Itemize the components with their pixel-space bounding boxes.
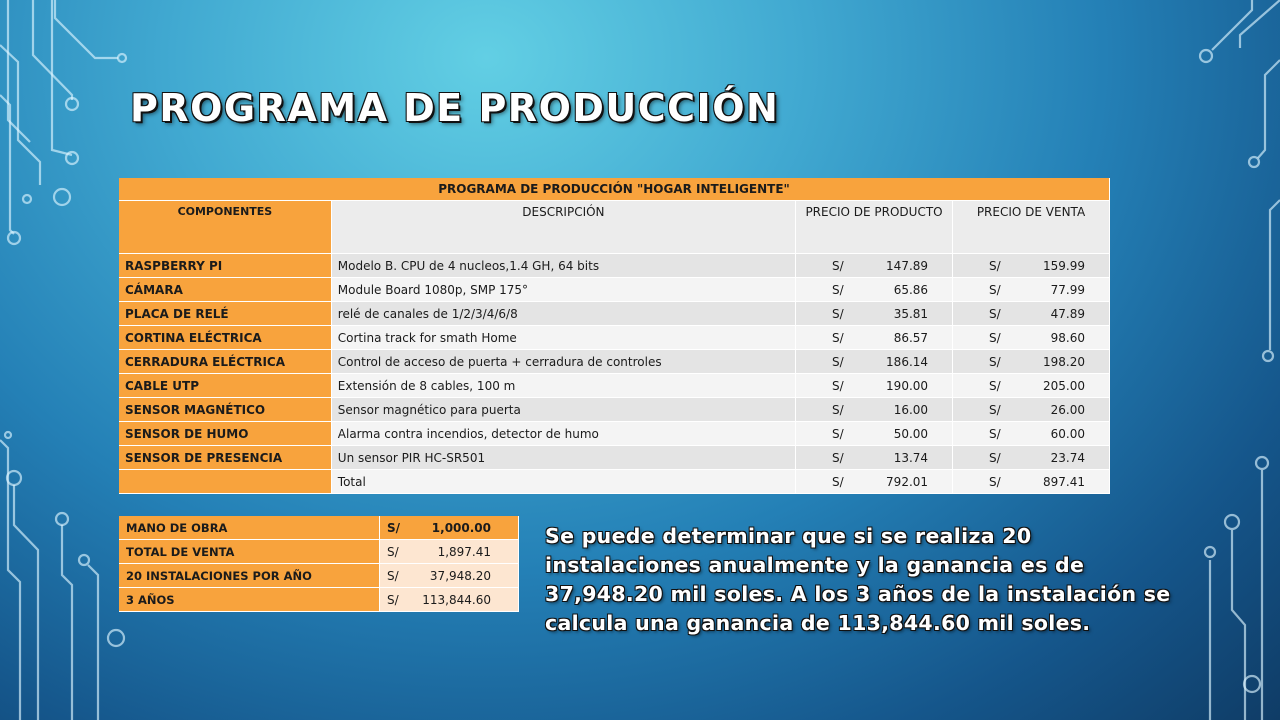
component-name: RASPBERRY PI	[119, 254, 331, 278]
conclusion-text: Se puede determinar que si se realiza 20 instalaciones anualmente y la ganancia es de 37,948.20 mil soles. A los 3 años de la instalación se calcula una ganancia de 113,844.60 mil soles.	[545, 524, 1171, 635]
component-description: Alarma contra incendios, detector de humo	[331, 422, 795, 446]
product-price: 147.89	[886, 258, 929, 273]
currency-symbol: S/	[989, 258, 1001, 273]
table-row	[119, 422, 1110, 446]
component-name: CABLE UTP	[119, 374, 331, 398]
product-price: 50.00	[893, 426, 929, 441]
component-name: SENSOR MAGNÉTICO	[119, 398, 331, 422]
header-description: DESCRIPCIÓN	[331, 201, 795, 254]
component-description: relé de canales de 1/2/3/4/6/8	[331, 302, 795, 326]
currency-symbol: S/	[832, 450, 844, 465]
component-name: SENSOR DE HUMO	[119, 422, 331, 446]
summary-label: 3 AÑOS	[119, 588, 380, 612]
currency-symbol: S/	[989, 474, 1001, 489]
currency-symbol: S/	[989, 426, 1001, 441]
header-components: COMPONENTES	[119, 201, 331, 254]
component-name: PLACA DE RELÉ	[119, 302, 331, 326]
table-total-row	[119, 470, 1110, 494]
currency-symbol: S/	[387, 520, 401, 535]
currency-symbol: S/	[832, 378, 844, 393]
table-row	[119, 254, 1110, 278]
header-product-price: PRECIO DE PRODUCTO	[796, 201, 953, 254]
currency-symbol: S/	[989, 402, 1001, 417]
summary-label: TOTAL DE VENTA	[119, 540, 380, 564]
component-description: Un sensor PIR HC-SR501	[331, 446, 795, 470]
product-price: 86.57	[893, 330, 929, 345]
summary-label: 20 INSTALACIONES POR AÑO	[119, 564, 380, 588]
sale-price: 47.89	[1050, 306, 1085, 321]
currency-symbol: S/	[387, 544, 399, 559]
currency-symbol: S/	[989, 330, 1001, 345]
component-name: CERRADURA ELÉCTRICA	[119, 350, 331, 374]
table-row	[119, 350, 1110, 374]
product-price: 16.00	[893, 402, 929, 417]
component-description: Cortina track for smath Home	[331, 326, 795, 350]
component-description: Control de acceso de puerta + cerradura de controles	[331, 350, 795, 374]
summary-row	[119, 516, 519, 540]
table-row	[119, 326, 1110, 350]
table-title: PROGRAMA DE PRODUCCIÓN "HOGAR INTELIGENTE"	[119, 178, 1110, 201]
summary-value: 1,897.41	[437, 544, 491, 559]
table-row	[119, 446, 1110, 470]
product-price: 190.00	[886, 378, 929, 393]
table-row	[119, 374, 1110, 398]
currency-symbol: S/	[989, 378, 1001, 393]
component-description: Extensión de 8 cables, 100 m	[331, 374, 795, 398]
summary-table	[119, 516, 519, 612]
summary-value: 37,948.20	[429, 568, 491, 583]
currency-symbol: S/	[832, 474, 844, 489]
sale-price: 60.00	[1050, 426, 1085, 441]
table-row	[119, 302, 1110, 326]
currency-symbol: S/	[989, 306, 1001, 321]
slide-title: PROGRAMA DE PRODUCCIÓN	[130, 86, 780, 130]
summary-value: 1,000.00	[431, 520, 491, 535]
product-price: 35.81	[893, 306, 929, 321]
component-name: CÁMARA	[119, 278, 331, 302]
sale-price: 23.74	[1050, 450, 1085, 465]
sale-price: 98.60	[1050, 330, 1085, 345]
total-sale-price: 897.41	[1043, 474, 1085, 489]
component-name: CORTINA ELÉCTRICA	[119, 326, 331, 350]
total-label: Total	[331, 470, 795, 494]
summary-label: MANO DE OBRA	[119, 516, 380, 540]
total-empty-cell	[119, 470, 331, 494]
currency-symbol: S/	[387, 592, 399, 607]
sale-price: 159.99	[1043, 258, 1085, 273]
product-price: 186.14	[886, 354, 929, 369]
currency-symbol: S/	[832, 402, 844, 417]
component-description: Sensor magnético para puerta	[331, 398, 795, 422]
component-description: Modelo B. CPU de 4 nucleos,1.4 GH, 64 bits	[331, 254, 795, 278]
currency-symbol: S/	[832, 330, 844, 345]
total-product-price: 792.01	[886, 474, 929, 489]
currency-symbol: S/	[832, 426, 844, 441]
sale-price: 77.99	[1050, 282, 1085, 297]
sale-price: 26.00	[1050, 402, 1085, 417]
summary-row	[119, 588, 519, 612]
summary-row	[119, 540, 519, 564]
currency-symbol: S/	[989, 450, 1001, 465]
currency-symbol: S/	[989, 354, 1001, 369]
summary-row	[119, 564, 519, 588]
table-row	[119, 278, 1110, 302]
currency-symbol: S/	[832, 306, 844, 321]
header-sale-price: PRECIO DE VENTA	[953, 201, 1110, 254]
component-description: Module Board 1080p, SMP 175°	[331, 278, 795, 302]
currency-symbol: S/	[832, 258, 844, 273]
product-price: 13.74	[893, 450, 929, 465]
currency-symbol: S/	[832, 282, 844, 297]
component-name: SENSOR DE PRESENCIA	[119, 446, 331, 470]
summary-value: 113,844.60	[422, 592, 491, 607]
product-price: 65.86	[893, 282, 929, 297]
sale-price: 205.00	[1043, 378, 1085, 393]
production-table	[119, 178, 1110, 494]
currency-symbol: S/	[832, 354, 844, 369]
table-row	[119, 398, 1110, 422]
currency-symbol: S/	[989, 282, 1001, 297]
currency-symbol: S/	[387, 568, 399, 583]
sale-price: 198.20	[1043, 354, 1085, 369]
